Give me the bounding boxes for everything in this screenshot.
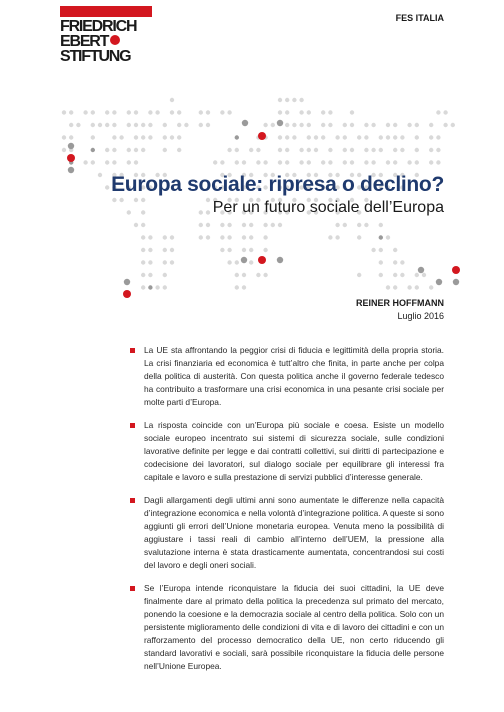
map-dot bbox=[415, 148, 419, 152]
map-dot bbox=[127, 160, 131, 164]
map-dot bbox=[112, 135, 116, 139]
map-dot bbox=[177, 135, 181, 139]
map-dot bbox=[328, 123, 332, 127]
map-dot bbox=[407, 160, 411, 164]
map-dot bbox=[134, 148, 138, 152]
summary-item: La risposta coincide con un’Europa più sociale e coesa. Esiste un modello sociale europeo incentrato sui sistemi di sicurezza sociale, sulle condizioni lavorative definite per legge e dai contratti collettivi, sui diritti di partecipazione e codecisione dei lavoratori, sul dialogo sociale per equilibrare gli interessi fra capitale e lavoro e sulla prestazione di servizi pubblici d’interesse generale. bbox=[130, 419, 444, 484]
map-dot bbox=[400, 135, 404, 139]
map-dot bbox=[235, 285, 239, 289]
map-dot-dark bbox=[242, 120, 248, 126]
map-dot bbox=[292, 98, 296, 102]
map-dot bbox=[379, 235, 383, 239]
map-dot bbox=[299, 110, 303, 114]
map-dot bbox=[141, 235, 145, 239]
map-dot bbox=[256, 148, 260, 152]
map-dot-highlight bbox=[258, 132, 266, 140]
map-dot bbox=[393, 260, 397, 264]
map-dot-dark bbox=[453, 279, 459, 285]
map-dot bbox=[364, 123, 368, 127]
map-dot bbox=[105, 148, 109, 152]
map-dot bbox=[148, 260, 152, 264]
map-dot bbox=[163, 248, 167, 252]
map-dot bbox=[393, 285, 397, 289]
globe-icon bbox=[110, 35, 120, 45]
map-dot bbox=[393, 135, 397, 139]
map-dot bbox=[371, 248, 375, 252]
map-dot bbox=[235, 160, 239, 164]
map-dot bbox=[112, 160, 116, 164]
map-dot bbox=[155, 285, 159, 289]
map-dot bbox=[163, 123, 167, 127]
map-dot bbox=[429, 285, 433, 289]
map-dot bbox=[163, 273, 167, 277]
map-dot bbox=[443, 110, 447, 114]
summary-list bbox=[130, 344, 444, 683]
map-dot bbox=[227, 235, 231, 239]
map-dot bbox=[343, 223, 347, 227]
map-dot bbox=[307, 123, 311, 127]
map-dot bbox=[134, 223, 138, 227]
map-dot bbox=[98, 123, 102, 127]
map-dot bbox=[177, 148, 181, 152]
map-dot bbox=[148, 110, 152, 114]
map-dot bbox=[415, 273, 419, 277]
map-dot bbox=[350, 123, 354, 127]
map-dot bbox=[242, 248, 246, 252]
map-dot bbox=[148, 273, 152, 277]
map-dot bbox=[249, 260, 253, 264]
summary-item: La UE sta affrontando la peggior crisi di fiducia e legittimità della propria storia. La crisi finanziaria ed economica è tutt’altro che finita, in parte anche per colpa della politica di austerità. Con questa politica anche il governo federale tedesco ha contribuito a trasformare una crisi economica in una pesante crisi sociale per molte parti d’Europa. bbox=[130, 344, 444, 409]
map-dot bbox=[335, 235, 339, 239]
map-dot bbox=[422, 273, 426, 277]
map-dot bbox=[177, 123, 181, 127]
map-dot bbox=[127, 123, 131, 127]
map-dot bbox=[364, 160, 368, 164]
map-dot bbox=[364, 135, 368, 139]
map-dot bbox=[134, 135, 138, 139]
map-dot bbox=[213, 160, 217, 164]
map-dot bbox=[242, 285, 246, 289]
map-dot bbox=[127, 110, 131, 114]
map-dot bbox=[170, 260, 174, 264]
map-dot bbox=[379, 135, 383, 139]
map-dot bbox=[235, 135, 239, 139]
publication-date: Luglio 2016 bbox=[397, 311, 444, 321]
map-dot-dark bbox=[277, 257, 283, 263]
logo-line-3: STIFTUNG bbox=[60, 48, 131, 65]
map-dot bbox=[357, 135, 361, 139]
map-dot bbox=[148, 285, 152, 289]
map-dot bbox=[328, 160, 332, 164]
map-dot bbox=[285, 135, 289, 139]
map-dot-highlight bbox=[452, 266, 460, 274]
map-dot-highlight bbox=[123, 290, 131, 298]
map-dot bbox=[220, 160, 224, 164]
map-dot bbox=[220, 223, 224, 227]
map-dot bbox=[256, 160, 260, 164]
page-title: Europa sociale: ripresa o declino? bbox=[111, 173, 444, 196]
map-dot bbox=[148, 248, 152, 252]
map-dot bbox=[206, 110, 210, 114]
map-dot bbox=[199, 110, 203, 114]
map-dot bbox=[206, 223, 210, 227]
map-dot bbox=[141, 260, 145, 264]
map-dot-dark bbox=[241, 257, 247, 263]
map-dot bbox=[314, 135, 318, 139]
map-dot bbox=[350, 110, 354, 114]
map-dot bbox=[335, 135, 339, 139]
map-dot bbox=[299, 98, 303, 102]
map-dot bbox=[163, 148, 167, 152]
map-dot bbox=[235, 260, 239, 264]
map-dot bbox=[242, 160, 246, 164]
map-dot bbox=[321, 135, 325, 139]
map-dot bbox=[220, 110, 224, 114]
map-dot bbox=[400, 148, 404, 152]
summary-item: Se l’Europa intende riconquistare la fiducia dei suoi cittadini, la UE deve finalmente dare al primato della politica la precedenza sul primato del mercato, ponendo la coesione e la democrazia sociale al centro della politica. Solo con un persistente miglioramento delle condizioni di vita e di lavoro dei cittadini e con un rafforzamento del processo democratico della UE, non certo riducendo gli standard lavorativi e sociali, sarà possibile riconquistare la fiducia delle persone nell’Unione Europea. bbox=[130, 582, 444, 673]
map-dot bbox=[379, 260, 383, 264]
map-dot bbox=[170, 135, 174, 139]
map-dot bbox=[263, 248, 267, 252]
map-dot bbox=[199, 223, 203, 227]
map-dot bbox=[91, 110, 95, 114]
map-dot bbox=[321, 160, 325, 164]
map-dot bbox=[271, 223, 275, 227]
map-dot-dark bbox=[68, 143, 74, 149]
map-dot bbox=[393, 160, 397, 164]
map-dot bbox=[393, 123, 397, 127]
map-dot bbox=[328, 110, 332, 114]
map-dot bbox=[112, 123, 116, 127]
logo-line-2: EBERT bbox=[60, 34, 152, 49]
map-dot bbox=[220, 248, 224, 252]
map-dot bbox=[314, 148, 318, 152]
map-dot bbox=[220, 235, 224, 239]
summary-item: Dagli allargamenti degli ultimi anni sono aumentate le differenze nella capacità d’integrazione economica e nella volontà d’integrazione politica. A queste si sono aggiunti gli errori dell’Unione monetaria europea. Venuta meno la possibilità di aggiustare i tassi reali di cambio all’interno dell’UEM, la pressione alla svalutazione interna è stata drasticamente aumentata, concentrandosi sui costi del lavoro e degli oneri sociali. bbox=[130, 494, 444, 572]
map-dot bbox=[379, 223, 383, 227]
map-dot bbox=[62, 135, 66, 139]
map-dot bbox=[163, 235, 167, 239]
map-dot bbox=[436, 148, 440, 152]
map-dot bbox=[343, 123, 347, 127]
map-dot bbox=[292, 135, 296, 139]
map-dot bbox=[278, 160, 282, 164]
map-dot bbox=[170, 248, 174, 252]
map-dot bbox=[393, 273, 397, 277]
map-dot bbox=[141, 273, 145, 277]
map-dot bbox=[321, 110, 325, 114]
map-dot bbox=[307, 148, 311, 152]
map-dot bbox=[148, 135, 152, 139]
map-dot bbox=[141, 223, 145, 227]
map-dot bbox=[127, 148, 131, 152]
map-dot bbox=[83, 110, 87, 114]
map-dot bbox=[292, 123, 296, 127]
map-dot bbox=[134, 123, 138, 127]
map-dot bbox=[184, 123, 188, 127]
map-dot bbox=[299, 148, 303, 152]
map-dot bbox=[278, 110, 282, 114]
map-dot bbox=[177, 110, 181, 114]
series-label: FES ITALIA bbox=[395, 13, 444, 23]
map-dot bbox=[386, 285, 390, 289]
map-dot bbox=[285, 148, 289, 152]
map-dot bbox=[436, 160, 440, 164]
map-dot bbox=[134, 110, 138, 114]
map-dot bbox=[299, 123, 303, 127]
map-dot bbox=[307, 110, 311, 114]
map-dot bbox=[393, 148, 397, 152]
map-dot bbox=[271, 123, 275, 127]
map-dot bbox=[443, 123, 447, 127]
map-dot bbox=[91, 135, 95, 139]
map-dot bbox=[429, 160, 433, 164]
map-dot bbox=[235, 273, 239, 277]
map-dot bbox=[379, 248, 383, 252]
map-dot bbox=[263, 160, 267, 164]
map-dot bbox=[134, 160, 138, 164]
map-dot-highlight bbox=[258, 256, 266, 264]
map-dot bbox=[227, 260, 231, 264]
map-dot bbox=[321, 123, 325, 127]
map-dot bbox=[278, 148, 282, 152]
logo-red-bar bbox=[60, 6, 152, 17]
map-dot bbox=[379, 273, 383, 277]
map-dot bbox=[62, 148, 66, 152]
map-dot bbox=[155, 110, 159, 114]
map-dot-dark bbox=[436, 279, 442, 285]
author-name: REINER HOFFMANN bbox=[356, 298, 444, 308]
map-dot bbox=[307, 160, 311, 164]
map-dot bbox=[141, 135, 145, 139]
map-dot bbox=[436, 110, 440, 114]
map-dot bbox=[415, 123, 419, 127]
map-dot bbox=[148, 123, 152, 127]
map-dot bbox=[343, 148, 347, 152]
bullet-square-icon bbox=[130, 498, 135, 503]
map-dot bbox=[91, 160, 95, 164]
map-dot bbox=[249, 235, 253, 239]
map-dot bbox=[163, 260, 167, 264]
map-dot bbox=[170, 235, 174, 239]
map-dot bbox=[62, 110, 66, 114]
map-dot bbox=[242, 223, 246, 227]
map-dot bbox=[170, 98, 174, 102]
map-dot bbox=[307, 135, 311, 139]
map-dot bbox=[429, 148, 433, 152]
map-dot bbox=[263, 273, 267, 277]
map-dot bbox=[285, 123, 289, 127]
map-dot bbox=[263, 235, 267, 239]
map-dot bbox=[227, 248, 231, 252]
bullet-square-icon bbox=[130, 586, 135, 591]
map-dot bbox=[386, 235, 390, 239]
map-dot bbox=[328, 235, 332, 239]
map-dot bbox=[141, 148, 145, 152]
map-dot bbox=[119, 135, 123, 139]
map-dot bbox=[227, 148, 231, 152]
map-dot bbox=[249, 223, 253, 227]
map-dot bbox=[163, 285, 167, 289]
map-dot bbox=[429, 123, 433, 127]
map-dot bbox=[112, 110, 116, 114]
map-dot bbox=[343, 160, 347, 164]
map-dot bbox=[199, 123, 203, 127]
map-dot bbox=[400, 260, 404, 264]
map-dot bbox=[371, 148, 375, 152]
map-dot bbox=[206, 123, 210, 127]
map-dot bbox=[328, 148, 332, 152]
map-dot bbox=[429, 135, 433, 139]
map-dot bbox=[242, 273, 246, 277]
map-dot bbox=[451, 123, 455, 127]
map-dot bbox=[407, 123, 411, 127]
map-dot-dark bbox=[277, 120, 283, 126]
map-dot bbox=[105, 160, 109, 164]
map-dot bbox=[364, 223, 368, 227]
map-dot bbox=[285, 98, 289, 102]
map-dot bbox=[415, 160, 419, 164]
map-dot bbox=[148, 235, 152, 239]
map-dot bbox=[407, 285, 411, 289]
map-dot bbox=[163, 135, 167, 139]
page-subtitle: Per un futuro sociale dell’Europa bbox=[212, 199, 444, 216]
map-dot bbox=[278, 223, 282, 227]
map-dot bbox=[227, 110, 231, 114]
map-dot bbox=[69, 135, 73, 139]
map-dot-dark bbox=[124, 279, 130, 285]
map-dot bbox=[91, 148, 95, 152]
map-dot bbox=[364, 148, 368, 152]
map-dot bbox=[170, 110, 174, 114]
map-dot bbox=[350, 160, 354, 164]
map-dot bbox=[357, 223, 361, 227]
map-dot bbox=[379, 148, 383, 152]
map-dot bbox=[76, 123, 80, 127]
map-dot bbox=[386, 160, 390, 164]
map-dot bbox=[285, 160, 289, 164]
map-dot bbox=[249, 148, 253, 152]
map-dot bbox=[386, 135, 390, 139]
map-dot bbox=[227, 223, 231, 227]
map-dot bbox=[105, 110, 109, 114]
map-dot bbox=[206, 235, 210, 239]
map-dot bbox=[249, 248, 253, 252]
map-dot bbox=[83, 160, 87, 164]
map-dot bbox=[235, 148, 239, 152]
map-dot bbox=[357, 273, 361, 277]
map-dot bbox=[386, 123, 390, 127]
map-dot bbox=[141, 248, 145, 252]
map-dot bbox=[69, 123, 73, 127]
map-dot bbox=[350, 148, 354, 152]
map-dot bbox=[278, 98, 282, 102]
map-dot bbox=[141, 123, 145, 127]
fes-logo bbox=[60, 6, 152, 64]
map-dot bbox=[371, 160, 375, 164]
map-dot bbox=[256, 273, 260, 277]
map-dot bbox=[105, 123, 109, 127]
map-dot bbox=[393, 248, 397, 252]
map-dot bbox=[357, 235, 361, 239]
map-dot bbox=[400, 273, 404, 277]
map-dot bbox=[242, 235, 246, 239]
map-dot bbox=[263, 123, 267, 127]
map-dot bbox=[278, 135, 282, 139]
map-dot bbox=[112, 148, 116, 152]
map-dot bbox=[263, 223, 267, 227]
map-dot bbox=[436, 135, 440, 139]
map-dot bbox=[69, 110, 73, 114]
map-dot bbox=[343, 135, 347, 139]
map-dot-dark bbox=[418, 267, 424, 273]
map-dot bbox=[371, 123, 375, 127]
map-dot bbox=[415, 135, 419, 139]
map-dot bbox=[91, 123, 95, 127]
map-dot bbox=[415, 285, 419, 289]
map-dot-highlight bbox=[67, 154, 75, 162]
map-dot bbox=[141, 285, 145, 289]
logo-line-1: FRIEDRICH bbox=[60, 18, 137, 35]
map-dot bbox=[299, 160, 303, 164]
map-dot bbox=[285, 110, 289, 114]
map-dot bbox=[199, 235, 203, 239]
bullet-square-icon bbox=[130, 348, 135, 353]
map-dot bbox=[335, 223, 339, 227]
bullet-square-icon bbox=[130, 423, 135, 428]
